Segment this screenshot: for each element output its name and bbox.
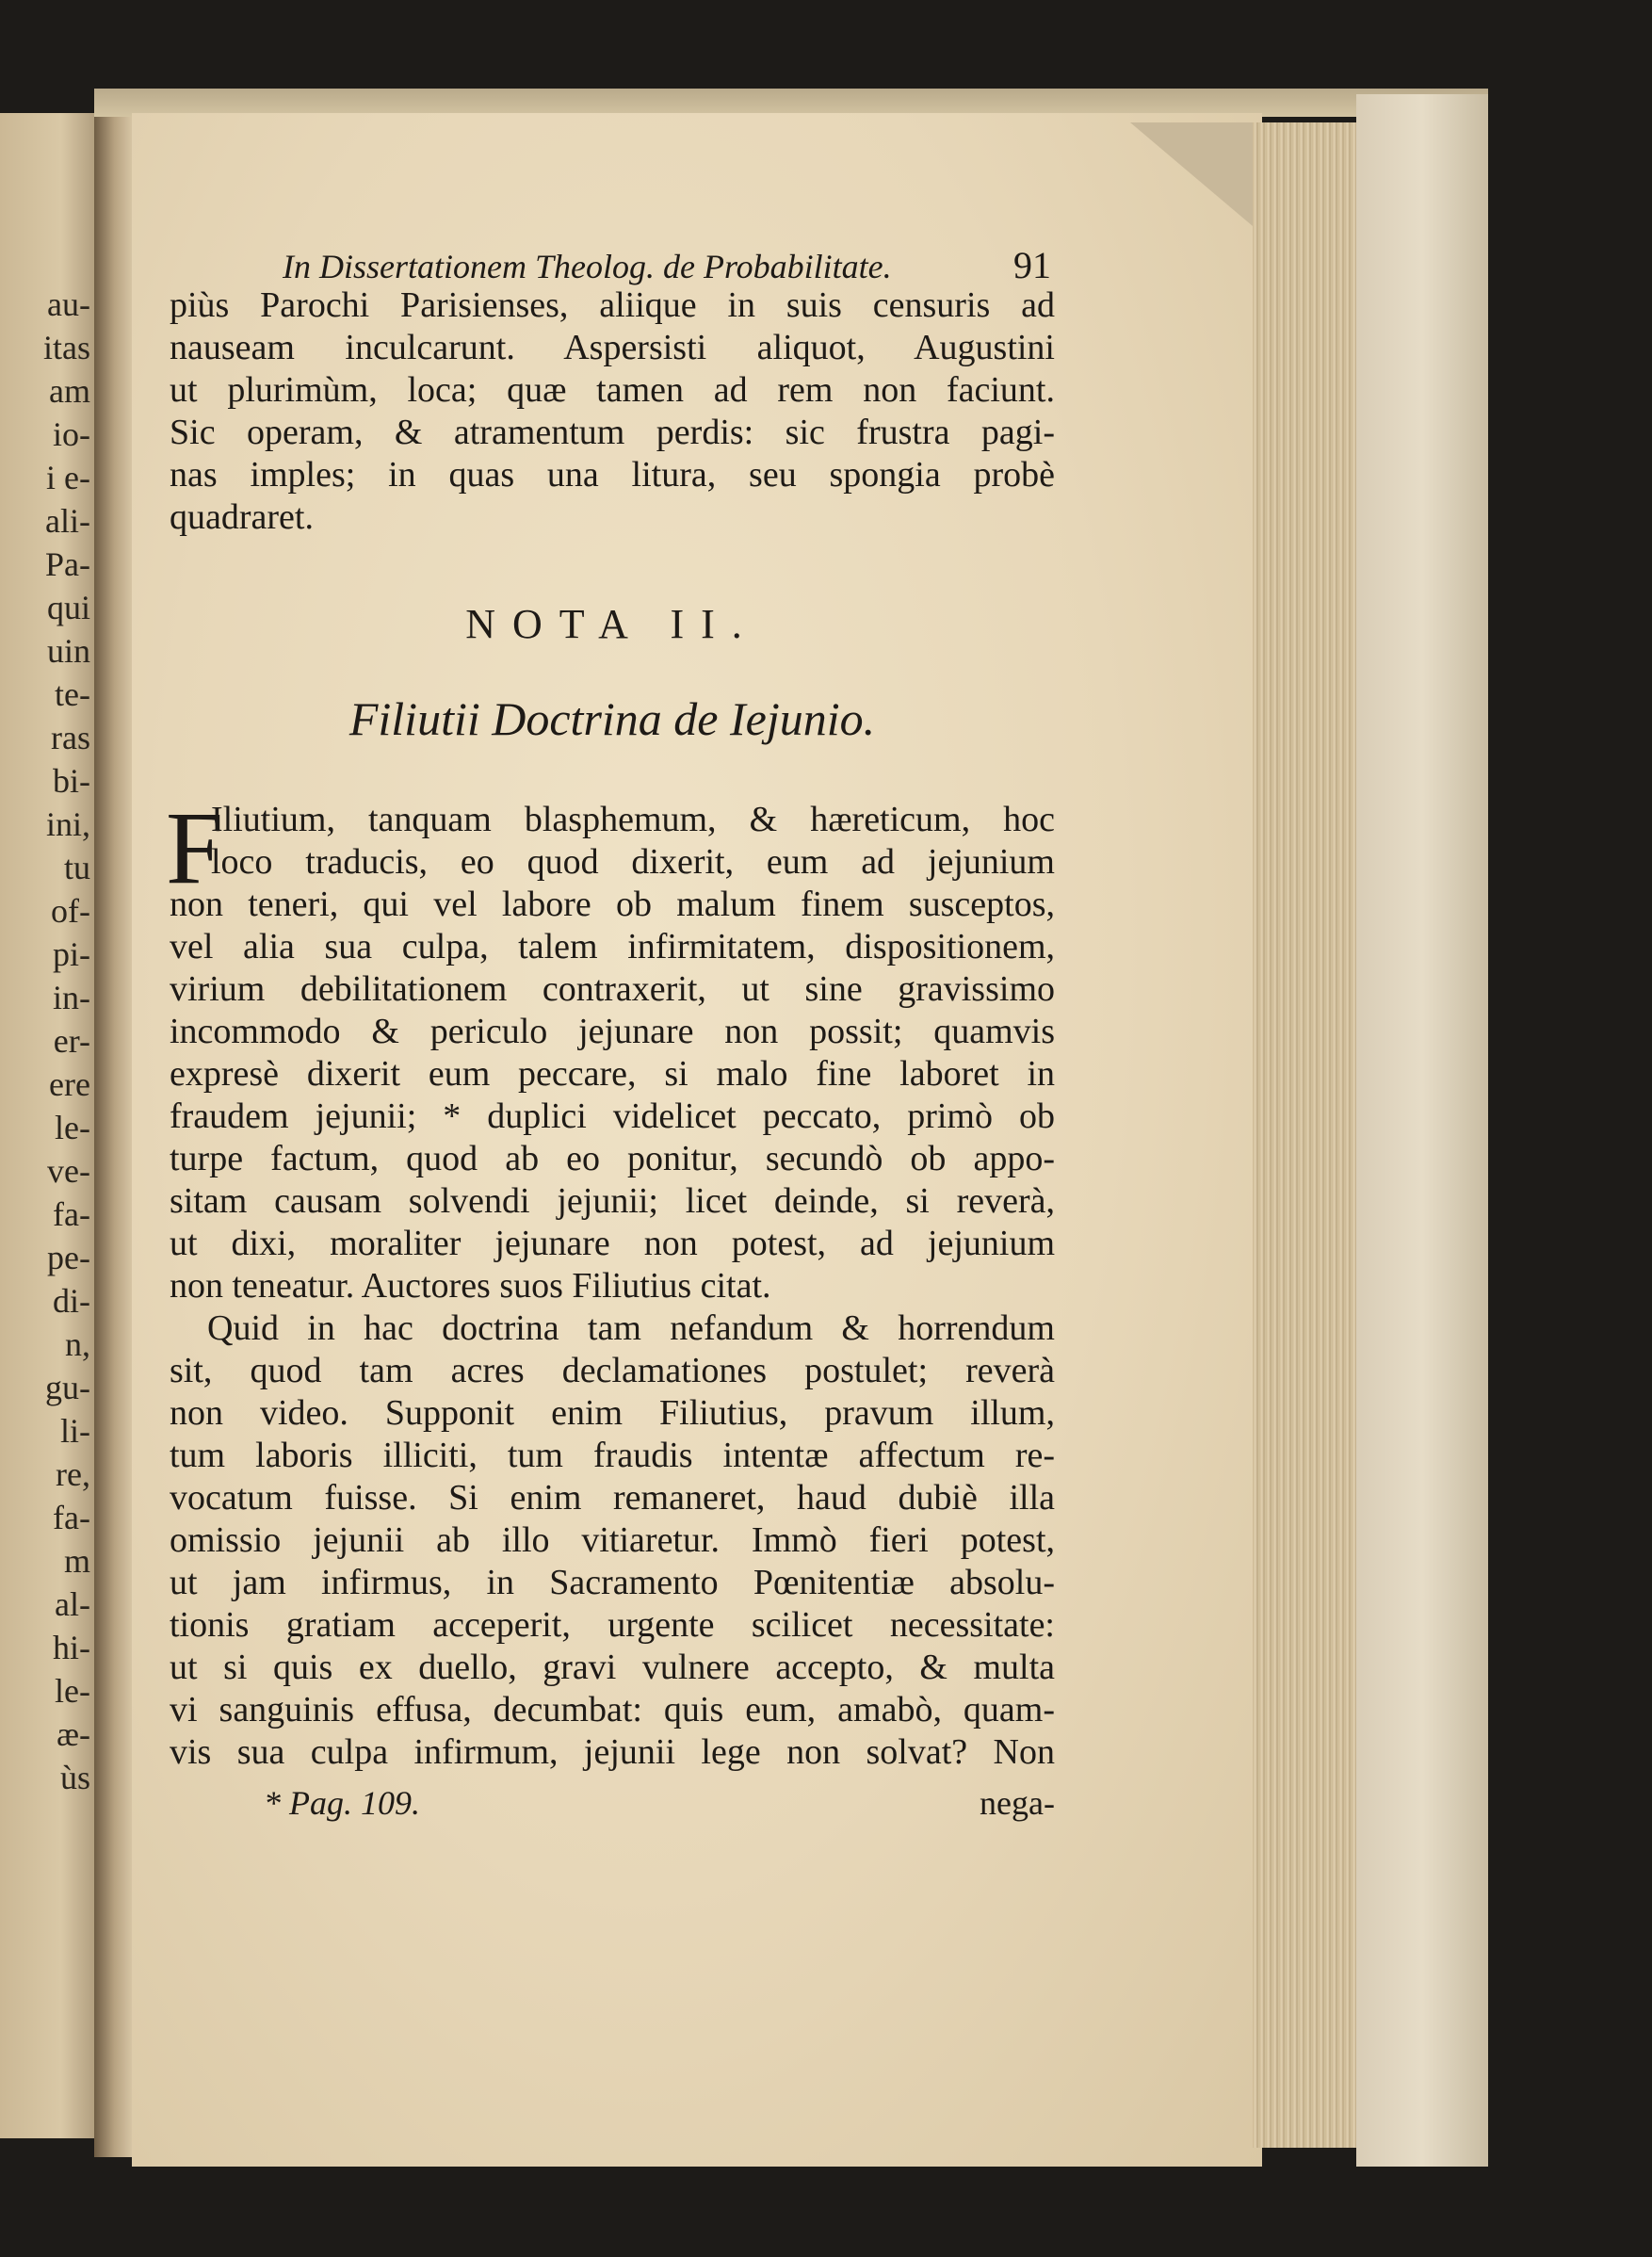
page-corner-fold (1130, 122, 1253, 226)
page-text-block (166, 243, 1055, 1830)
text-line: tionis gratiam acceperit, urgente scilicet necessitate: (170, 1605, 1055, 1645)
text-line: ut dixi, moraliter jejunare non potest, ad jejunium (170, 1224, 1055, 1263)
left-page-fragment: te- (55, 675, 90, 713)
text-line: virium debilitationem contraxerit, ut sine gravissimo (170, 969, 1055, 1009)
text-line: non teneri, qui vel labore ob malum finem susceptos, (170, 885, 1055, 924)
left-page-fragment: li- (60, 1412, 90, 1450)
text-line: vel alia sua culpa, talem infirmitatem, dispositionem, (170, 927, 1055, 966)
left-page-fragment: ini, (45, 805, 90, 843)
left-page-fragment: Pa- (45, 545, 90, 583)
left-page-fragment: ve- (47, 1152, 90, 1190)
left-page-fragment: pi- (53, 935, 90, 973)
left-page-fragment: di- (53, 1282, 90, 1320)
left-page-fragment: er- (53, 1022, 90, 1060)
text-line: vi sanguinis effusa, decumbat: quis eum, amabò, quam- (170, 1690, 1055, 1729)
left-page-fragment: fa- (53, 1195, 90, 1233)
left-page-fragment: ras (51, 719, 90, 756)
left-page-fragment: uin (46, 632, 90, 670)
text-line: non video. Supponit enim Filiutius, pravum illum, (170, 1393, 1055, 1433)
left-page-fragment: ùs (59, 1759, 90, 1796)
catchword: nega- (980, 1784, 1055, 1822)
text-line: ut si quis ex duello, gravi vulnere accepto, & multa (170, 1648, 1055, 1687)
section-subtitle: Filiutii Doctrina de Iejunio. (348, 692, 876, 745)
left-page-fragment: ali- (45, 502, 90, 540)
left-page-fragment: i e- (46, 459, 90, 496)
text-line: nas imples; in quas una litura, seu spongia probè (170, 455, 1055, 495)
text-line: piùs Parochi Parisienses, aliique in suis censuris ad (170, 285, 1055, 325)
left-page-fragment: æ- (57, 1715, 90, 1753)
page-footer (170, 1783, 1055, 1830)
paragraph-2 (166, 790, 1055, 1307)
text-line: ut jam infirmus, in Sacramento Pœnitentiæ absolu- (170, 1563, 1055, 1602)
left-page-fragment: of- (51, 892, 90, 930)
text-line: sitam causam solvendi jejunii; licet deinde, si reverà, (170, 1181, 1055, 1221)
left-page-fragment: fa- (53, 1499, 90, 1536)
text-line: Sic operam, & atramentum perdis: sic frustra pagi- (170, 413, 1055, 452)
page-number: 91 (1013, 244, 1051, 286)
text-line: omissio jejunii ab illo vitiaretur. Immò fieri potest, (170, 1520, 1055, 1560)
left-page-fragment: re, (56, 1455, 90, 1493)
text-line: vis sua culpa infirmum, jejunii lege non solvat? Non (170, 1732, 1055, 1772)
left-page-fragment: am (49, 372, 90, 410)
paragraph-3 (170, 1307, 1055, 1774)
text-line: tum laboris illiciti, tum fraudis intentæ affectum re- (170, 1436, 1055, 1475)
page-edges (1253, 122, 1366, 2148)
left-page (0, 113, 102, 2138)
left-page-fragment: qui (46, 589, 90, 626)
text-line: sit, quod tam acres declamationes postulet; reverà (170, 1351, 1055, 1390)
left-page-fragment: le- (55, 1109, 90, 1146)
left-page-fragment: ere (49, 1065, 90, 1103)
left-page-fragment: le- (55, 1672, 90, 1710)
footnote: * Pag. 109. (264, 1784, 420, 1822)
left-page-fragment: gu- (45, 1369, 90, 1406)
text-line: turpe factum, quod ab eo ponitur, secundò ob appo- (170, 1139, 1055, 1178)
left-page-fragment: n, (65, 1325, 90, 1363)
text-line: Quid in hac doctrina tam nefandum & horrendum (207, 1308, 1055, 1348)
paragraph-1 (170, 284, 1055, 539)
left-page-fragment: hi- (53, 1629, 90, 1666)
left-page-fragment: al- (55, 1585, 90, 1623)
text-line: non teneatur. Auctores suos Filiutius citat. (170, 1266, 771, 1306)
left-page-fragment: itas (43, 329, 90, 366)
text-line: vocatum fuisse. Si enim remaneret, haud dubiè illa (170, 1478, 1055, 1518)
drop-cap: F (166, 790, 224, 905)
left-page-fragment: in- (53, 979, 90, 1016)
text-line: incommodo & periculo jejunare non possit; quamvis (170, 1012, 1055, 1051)
running-head (170, 243, 1055, 284)
left-page-fragment: pe- (47, 1239, 90, 1276)
left-page-fragment: au- (47, 285, 90, 323)
left-page-fragment: tu (63, 849, 90, 886)
book-cover (1356, 94, 1488, 2167)
text-line: Iliutium, tanquam blasphemum, & hæreticum, hoc (211, 800, 1055, 839)
left-page-fragment: io- (53, 415, 90, 453)
text-line: ut plurimùm, loca; quæ tamen ad rem non faciunt. (170, 370, 1055, 410)
left-page-fragment: m (63, 1542, 90, 1580)
left-page-fragment: bi- (53, 762, 90, 800)
section-title: NOTA II. (465, 601, 759, 647)
text-line: expresè dixerit eum peccare, si malo fine laboret in (170, 1054, 1055, 1094)
running-title: In Dissertationem Theolog. de Probabilitate. (283, 248, 892, 285)
text-line: nauseam inculcarunt. Aspersisti aliquot, Augustini (170, 328, 1055, 367)
left-page-text-fragments (0, 283, 90, 1799)
text-line: loco traducis, eo quod dixerit, eum ad jejunium (211, 842, 1055, 882)
text-line: quadraret. (170, 497, 314, 537)
text-line: fraudem jejunii; * duplici videlicet peccato, primò ob (170, 1096, 1055, 1136)
